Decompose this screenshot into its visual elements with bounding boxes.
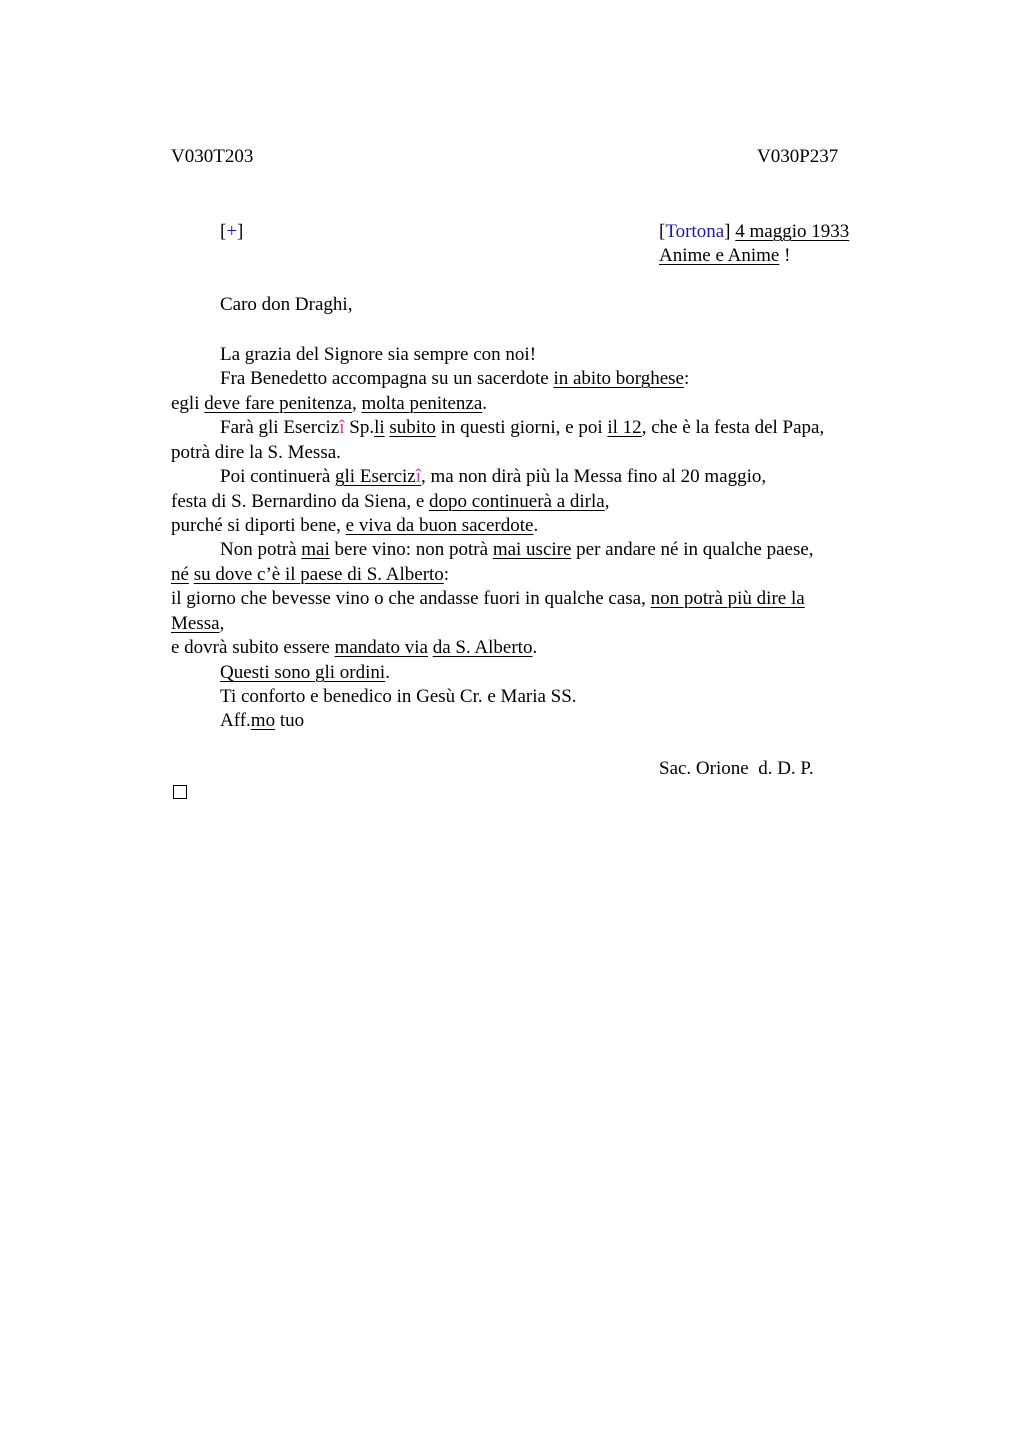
body-line: Messa, <box>171 613 225 634</box>
volume-code-left: V030T203 <box>171 146 254 167</box>
place-date: [Tortona] 4 maggio 1933 <box>659 221 850 242</box>
body-line: Farà gli Esercizî Sp.li subito in questi giorni, e poi il 12, che è la festa del Papa, <box>220 417 825 438</box>
body-line: egli deve fare penitenza, molta penitenza. <box>171 393 487 414</box>
cross-mark: [+] <box>220 221 244 242</box>
signature: Sac. Orione d. D. P. <box>659 758 814 779</box>
end-marker-box <box>173 785 187 799</box>
body-line: potrà dire la S. Messa. <box>171 442 341 463</box>
body-line: Non potrà mai bere vino: non potrà mai uscire per andare né in qualche paese, <box>220 539 814 560</box>
body-line: e dovrà subito essere mandato via da S. Alberto. <box>171 637 538 658</box>
body-line: La grazia del Signore sia sempre con noi! <box>220 344 537 365</box>
body-line: Fra Benedetto accompagna su un sacerdote in abito borghese: <box>220 368 690 389</box>
body-line: né su dove c’è il paese di S. Alberto: <box>171 564 450 585</box>
body-line: festa di S. Bernardino da Siena, e dopo continuerà a dirla, <box>171 491 610 512</box>
body-line: il giorno che bevesse vino o che andasse fuori in qualche casa, non potrà più dire la <box>171 588 805 609</box>
body-line: purché si diporti bene, e viva da buon sacerdote. <box>171 515 539 536</box>
closing-line: Aff.mo tuo <box>220 710 305 731</box>
place-name: Tortona <box>665 221 725 242</box>
body-line: Questi sono gli ordini. <box>220 662 390 683</box>
volume-code-right: V030P237 <box>757 146 839 167</box>
body-line: Ti conforto e benedico in Gesù Cr. e Maria SS. <box>220 686 577 707</box>
letter-date: 4 maggio 1933 <box>735 221 850 242</box>
motto: Anime e Anime ! <box>659 245 791 266</box>
body-line: Poi continuerà gli Esercizî, ma non dirà più la Messa fino al 20 maggio, <box>220 466 767 487</box>
salutation: Caro don Draghi, <box>220 294 353 315</box>
